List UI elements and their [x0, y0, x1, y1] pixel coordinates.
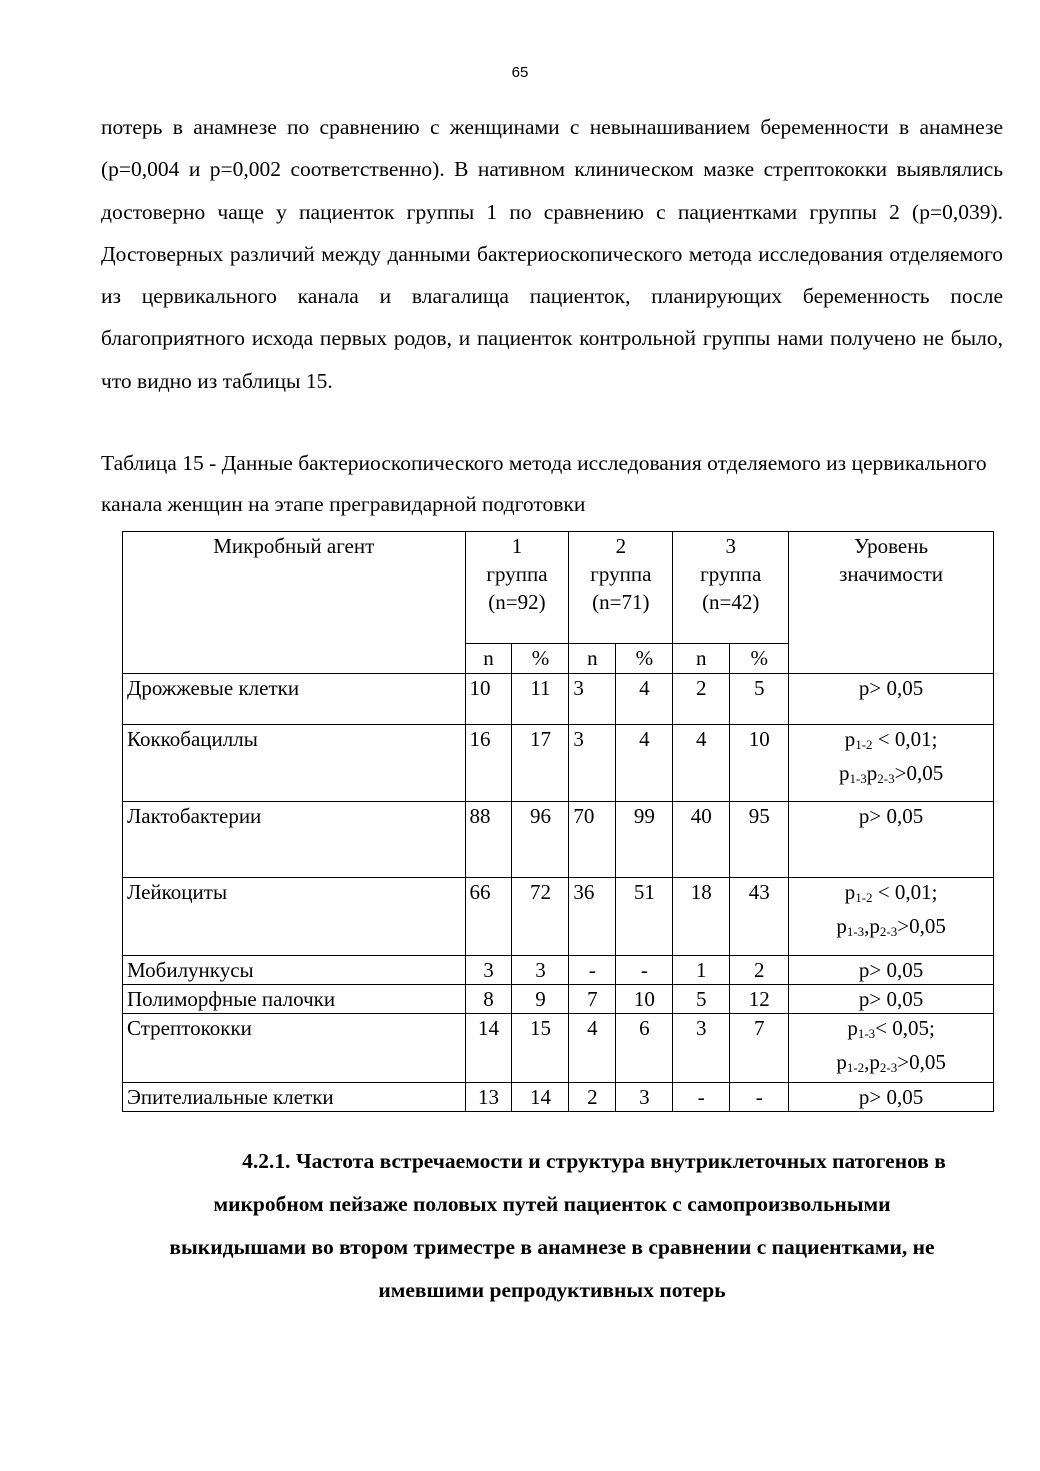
cell-value: 40 [673, 802, 730, 878]
cell-value: - [569, 956, 616, 985]
cell-value: 3 [673, 1014, 730, 1083]
row-agent-name: Дрожжевые клетки [123, 674, 466, 725]
cell-value: 6 [616, 1014, 673, 1083]
cell-value: 15 [512, 1014, 569, 1083]
cell-significance: p> 0,05 [789, 956, 994, 985]
cell-significance: $p_{1-3}< 0,05$; $p_{1-2},p_{2-3}>0,05$ [789, 1014, 994, 1083]
table-row [123, 1083, 994, 1112]
cell-value: 70 [569, 802, 616, 878]
cell-value: - [730, 1083, 789, 1112]
cell-value: 9 [512, 985, 569, 1014]
cell-significance: $p_{1-2} < 0,01$; $p_{1-3},p_{2-3}>0,05$ [789, 878, 994, 956]
cell-significance: p> 0,05 [789, 802, 994, 878]
cell-value: 51 [616, 878, 673, 956]
cell-value: 8 [465, 985, 512, 1014]
table-row [123, 1014, 994, 1083]
table-row [123, 674, 994, 725]
cell-significance: p> 0,05 [789, 1083, 994, 1112]
row-agent-name: Коккобациллы [123, 725, 466, 802]
cell-value: 14 [512, 1083, 569, 1112]
cell-significance: $p_{1-2} < 0,01$; $p_{1-3}p_{2-3}>0,05$ [789, 725, 994, 802]
cell-significance: p> 0,05 [789, 985, 994, 1014]
subheader-n: n [673, 644, 730, 674]
cell-value: 16 [465, 725, 512, 802]
cell-value: 5 [730, 674, 789, 725]
cell-value: 2 [730, 956, 789, 985]
data-table [122, 531, 994, 1112]
cell-value: 5 [673, 985, 730, 1014]
cell-value: 95 [730, 802, 789, 878]
table-caption: Таблица 15 - Данные бактериоскопического метода исследования отделяемого из цервикального канала женщин на этапе прегравидарной подготовки [101, 451, 987, 516]
cell-value: 4 [616, 725, 673, 802]
subheader-percent: % [616, 644, 673, 674]
table-row [123, 956, 994, 985]
cell-value: 3 [616, 1083, 673, 1112]
cell-value: 66 [465, 878, 512, 956]
cell-value: 2 [569, 1083, 616, 1112]
cell-value: 1 [673, 956, 730, 985]
cell-value: 2 [673, 674, 730, 725]
cell-value: 10 [730, 725, 789, 802]
cell-value: 3 [465, 956, 512, 985]
header-group-2: 2 группа (n=71) [569, 532, 673, 644]
table-row [123, 802, 994, 878]
cell-value: 3 [512, 956, 569, 985]
cell-value: 3 [569, 725, 616, 802]
header-group-1: 1 группа (n=92) [465, 532, 569, 644]
cell-value: 96 [512, 802, 569, 878]
body-paragraph: потерь в анамнезе по сравнению с женщинами с невынашиванием беременности в анамнезе (p=0,004 и p=0,002 соответственно). В нативном клиническом мазке стрептококки выявлялись достоверно чаще у пациенток группы 1 по сравнению с пациентками группы 2 (p=0,039). Достоверных различий между данными бактериоскопического метода исследования отделяемого из цервикального канала и влагалища пациенток, планирующих беременность после благоприятного исхода первых родов, и пациенток контрольной группы нами получено не было, что видно из таблицы 15. [101, 115, 1003, 393]
cell-value: 10 [616, 985, 673, 1014]
header-significance: Уровень значимости [789, 532, 994, 674]
cell-value: 36 [569, 878, 616, 956]
subheader-n: n [569, 644, 616, 674]
cell-value: 7 [569, 985, 616, 1014]
cell-significance: p> 0,05 [789, 674, 994, 725]
cell-value: 99 [616, 802, 673, 878]
cell-value: 4 [673, 725, 730, 802]
cell-value: 17 [512, 725, 569, 802]
cell-value: 11 [512, 674, 569, 725]
cell-value: 14 [465, 1014, 512, 1083]
row-agent-name: Стрептококки [123, 1014, 466, 1083]
table-row [123, 725, 994, 802]
cell-value: 10 [465, 674, 512, 725]
cell-value: 4 [616, 674, 673, 725]
cell-value: 88 [465, 802, 512, 878]
cell-value: 7 [730, 1014, 789, 1083]
header-group-3: 3 группа (n=42) [673, 532, 789, 644]
row-agent-name: Полиморфные палочки [123, 985, 466, 1014]
cell-value: - [673, 1083, 730, 1112]
cell-value: - [616, 956, 673, 985]
cell-value: 13 [465, 1083, 512, 1112]
row-agent-name: Лактобактерии [123, 802, 466, 878]
subheader-percent: % [730, 644, 789, 674]
table-row [123, 985, 994, 1014]
cell-value: 43 [730, 878, 789, 956]
row-agent-name: Лейкоциты [123, 878, 466, 956]
cell-value: 3 [569, 674, 616, 725]
cell-value: 18 [673, 878, 730, 956]
page-number: 65 [511, 64, 529, 81]
subheader-n: n [465, 644, 512, 674]
section-heading: 4.2.1. Частота встречаемости и структура внутриклеточных патогенов в микробном пейзаже половых путей пациенток с самопроизвольными выкидышами во втором триместре в анамнезе в сравнении с пациентками, не имевшими репродуктивных потерь [169, 1149, 946, 1302]
subheader-percent: % [512, 644, 569, 674]
cell-value: 12 [730, 985, 789, 1014]
table-row [123, 878, 994, 956]
header-microbial-agent: Микробный агент [123, 532, 466, 674]
cell-value: 72 [512, 878, 569, 956]
row-agent-name: Эпителиальные клетки [123, 1083, 466, 1112]
row-agent-name: Мобилункусы [123, 956, 466, 985]
cell-value: 4 [569, 1014, 616, 1083]
